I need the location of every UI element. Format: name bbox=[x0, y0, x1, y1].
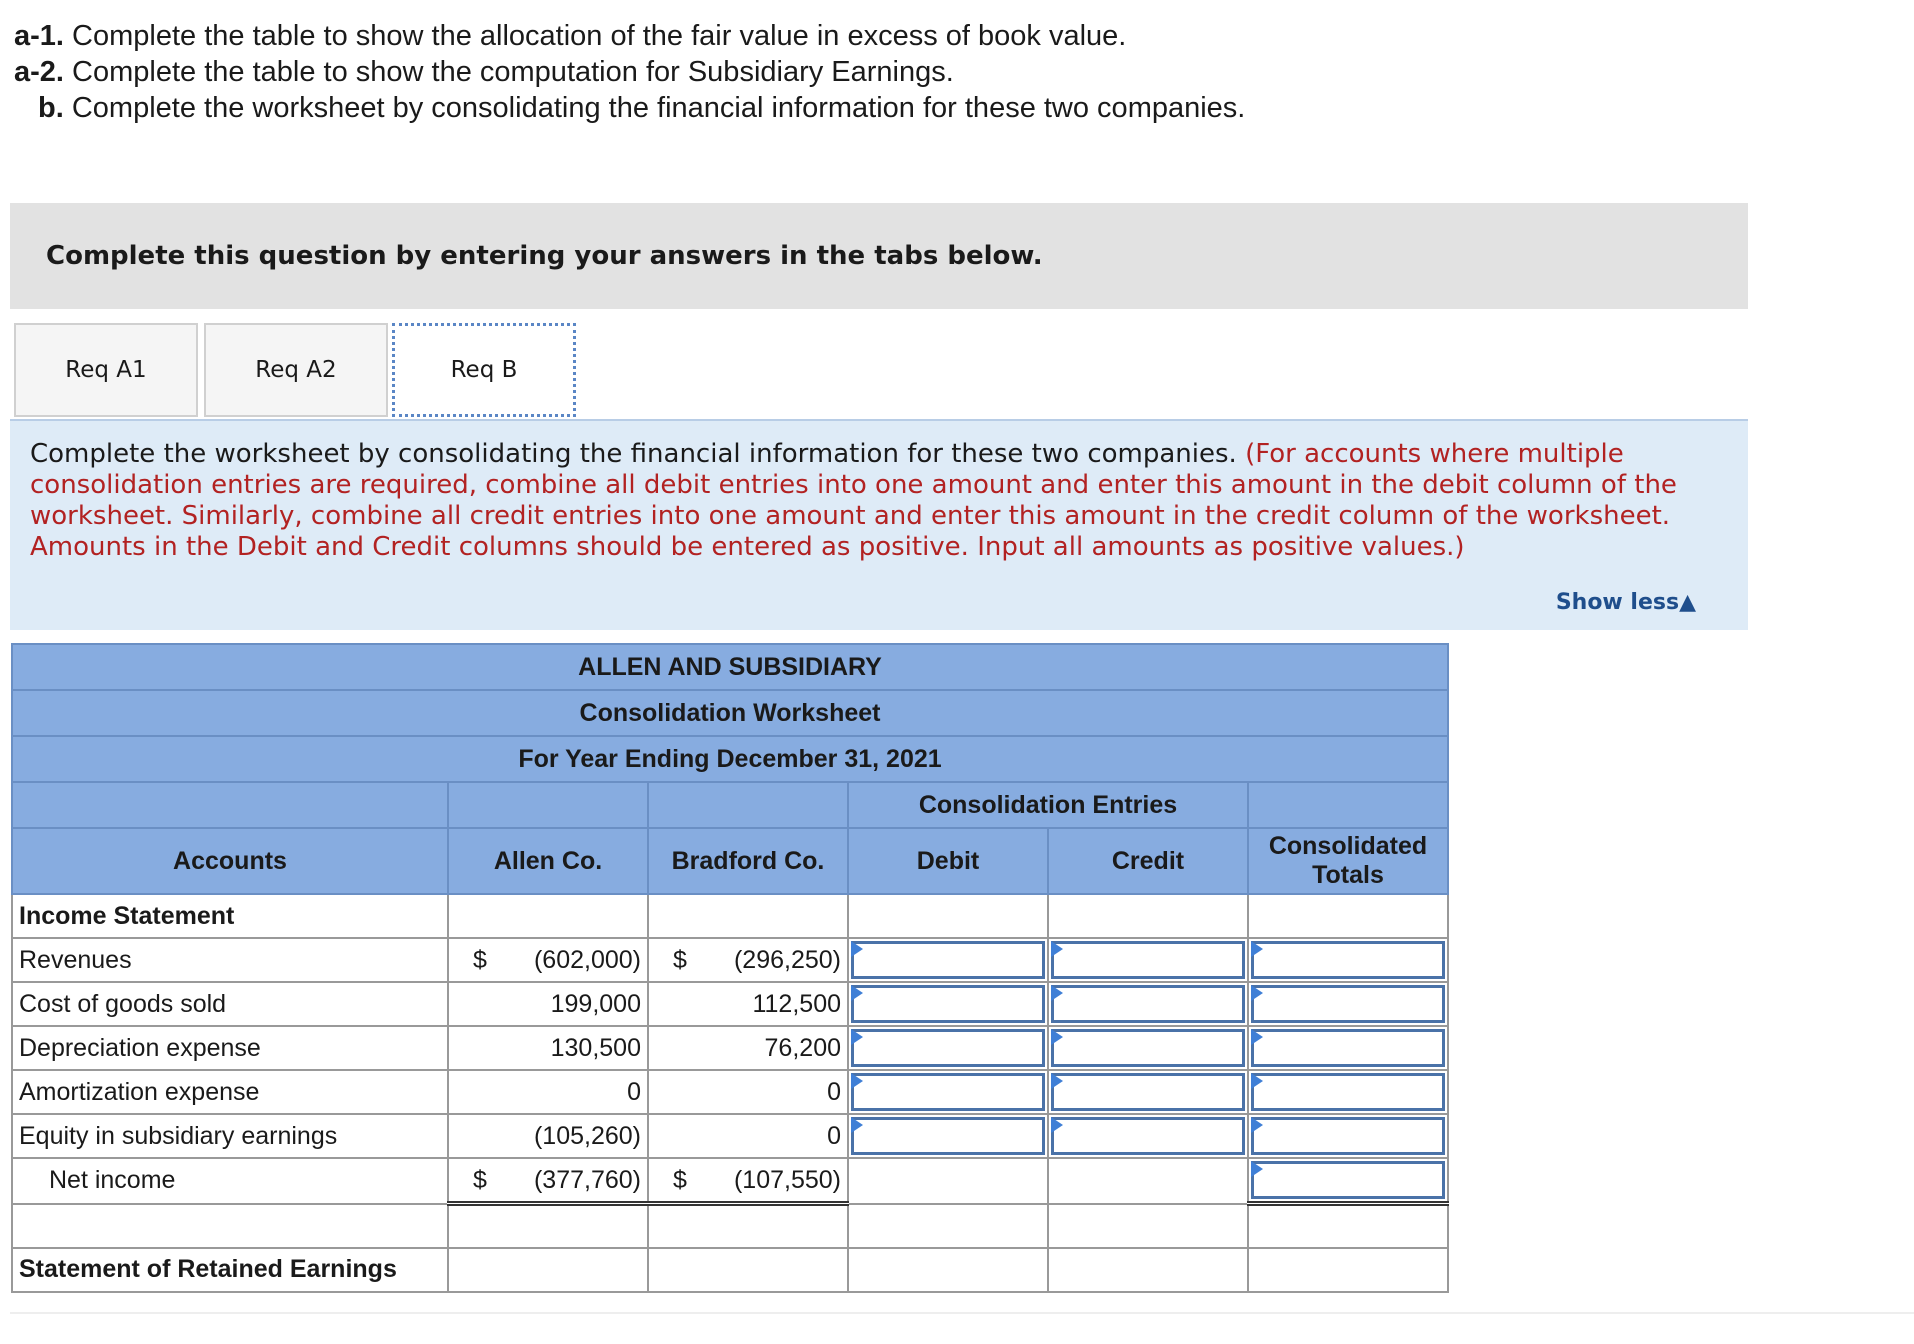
header-blank bbox=[648, 782, 848, 828]
total-cell bbox=[1248, 1026, 1448, 1070]
debit-input[interactable] bbox=[851, 941, 1045, 979]
flag-icon bbox=[851, 1073, 863, 1089]
flag-icon bbox=[1051, 1117, 1063, 1133]
allen-value: 130,500 bbox=[448, 1026, 648, 1070]
flag-icon bbox=[1251, 1029, 1263, 1045]
credit-input[interactable] bbox=[1051, 1117, 1245, 1155]
tab-req-a1[interactable]: Req A1 bbox=[14, 323, 198, 417]
empty-cell bbox=[648, 894, 848, 938]
flag-icon bbox=[851, 941, 863, 957]
empty-cell bbox=[448, 1204, 648, 1248]
credit-cell bbox=[1048, 1070, 1248, 1114]
prompt-bar bbox=[10, 203, 1748, 309]
total-cell bbox=[1248, 938, 1448, 982]
instruction-a1 bbox=[14, 18, 1245, 54]
instruction-b bbox=[14, 90, 1245, 126]
credit-cell bbox=[1048, 1114, 1248, 1158]
flag-icon bbox=[1251, 985, 1263, 1001]
col-consolidated-totals: Consolidated Totals bbox=[1248, 828, 1448, 894]
flag-icon bbox=[1051, 1029, 1063, 1045]
table-row bbox=[12, 982, 1448, 1026]
consolidated-total-input[interactable] bbox=[1251, 985, 1445, 1023]
empty-cell bbox=[1048, 1158, 1248, 1204]
table-row bbox=[12, 1158, 1448, 1204]
panel-main-text: Complete the worksheet by consolidating the financial information for these two companies. bbox=[30, 439, 1246, 469]
total-cell bbox=[1248, 1070, 1448, 1114]
instruction-b-text: Complete the worksheet by consolidating the financial information for these two companies. bbox=[63, 92, 1246, 124]
bradford-amount: (296,250) bbox=[733, 945, 841, 974]
table-row bbox=[12, 1114, 1448, 1158]
debit-input[interactable] bbox=[851, 1117, 1045, 1155]
instruction-a2-label: a-2. bbox=[14, 56, 64, 88]
header-blank bbox=[1248, 782, 1448, 828]
show-less-link[interactable]: Show less▲ bbox=[1555, 590, 1696, 615]
currency-symbol: $ bbox=[673, 1165, 687, 1194]
flag-icon bbox=[1051, 941, 1063, 957]
instruction-a1-text: Complete the table to show the allocation of the fair value in excess of book value. bbox=[63, 20, 1127, 52]
total-cell bbox=[1248, 982, 1448, 1026]
panel-note-text: (For accounts where multiple consolidation entries are required, combine all debit entries into one amount and enter this amount in the debit column of the worksheet. Similarly, combine all credit entries into one amount and enter this amount in the credit column of the worksheet. Amounts in the Debit and Credit columns should be entered as positive. Input all amounts as positive values.) bbox=[30, 439, 1677, 562]
instruction-a1-label: a-1. bbox=[14, 20, 64, 52]
bradford-value: 112,500 bbox=[648, 982, 848, 1026]
empty-cell bbox=[1048, 1204, 1248, 1248]
flag-icon bbox=[1251, 1117, 1263, 1133]
empty-cell bbox=[848, 1158, 1048, 1204]
consolidation-entries-header: Consolidation Entries bbox=[848, 782, 1248, 828]
bradford-value: 0 bbox=[648, 1070, 848, 1114]
worksheet-subtitle: Consolidation Worksheet bbox=[12, 690, 1448, 736]
consolidated-total-input[interactable] bbox=[1251, 941, 1445, 979]
allen-amount: (377,760) bbox=[533, 1165, 641, 1194]
table-row bbox=[12, 1026, 1448, 1070]
credit-input[interactable] bbox=[1051, 985, 1245, 1023]
total-cell bbox=[1248, 1114, 1448, 1158]
debit-cell bbox=[848, 938, 1048, 982]
credit-input[interactable] bbox=[1051, 1029, 1245, 1067]
account-label: Net income bbox=[12, 1158, 448, 1204]
empty-cell bbox=[12, 1204, 448, 1248]
credit-cell bbox=[1048, 982, 1248, 1026]
consolidated-total-input[interactable] bbox=[1251, 1029, 1445, 1067]
empty-cell bbox=[848, 1248, 1048, 1292]
tab-req-b[interactable]: Req B bbox=[392, 323, 576, 417]
account-label: Equity in subsidiary earnings bbox=[12, 1114, 448, 1158]
bradford-value bbox=[648, 1158, 848, 1204]
currency-symbol: $ bbox=[673, 945, 687, 974]
instruction-a2-text: Complete the table to show the computation for Subsidiary Earnings. bbox=[63, 56, 954, 88]
instruction-b-label: b. bbox=[38, 92, 64, 124]
allen-amount: (602,000) bbox=[533, 945, 641, 974]
total-cell bbox=[1248, 1158, 1448, 1204]
table-row bbox=[12, 1070, 1448, 1114]
account-label: Depreciation expense bbox=[12, 1026, 448, 1070]
consolidated-total-input[interactable] bbox=[1251, 1073, 1445, 1111]
allen-value: (105,260) bbox=[448, 1114, 648, 1158]
col-credit: Credit bbox=[1048, 828, 1248, 894]
empty-cell bbox=[1048, 894, 1248, 938]
allen-value: 0 bbox=[448, 1070, 648, 1114]
empty-cell bbox=[1048, 1248, 1248, 1292]
debit-cell bbox=[848, 1026, 1048, 1070]
debit-cell bbox=[848, 1070, 1048, 1114]
empty-cell bbox=[448, 894, 648, 938]
header-blank bbox=[448, 782, 648, 828]
flag-icon bbox=[851, 1029, 863, 1045]
bradford-value bbox=[648, 938, 848, 982]
instructions bbox=[14, 18, 1245, 126]
account-label: Revenues bbox=[12, 938, 448, 982]
debit-input[interactable] bbox=[851, 1073, 1045, 1111]
credit-cell bbox=[1048, 938, 1248, 982]
divider bbox=[10, 1312, 1914, 1314]
empty-cell bbox=[1248, 1204, 1448, 1248]
consolidated-total-input[interactable] bbox=[1251, 1161, 1445, 1199]
col-debit: Debit bbox=[848, 828, 1048, 894]
debit-input[interactable] bbox=[851, 985, 1045, 1023]
flag-icon bbox=[851, 1117, 863, 1133]
bradford-value: 76,200 bbox=[648, 1026, 848, 1070]
consolidated-total-input[interactable] bbox=[1251, 1117, 1445, 1155]
empty-cell bbox=[848, 1204, 1048, 1248]
instructions-panel bbox=[10, 419, 1748, 630]
col-accounts: Accounts bbox=[12, 828, 448, 894]
flag-icon bbox=[1051, 985, 1063, 1001]
debit-cell bbox=[848, 1114, 1048, 1158]
section-income-statement: Income Statement bbox=[12, 894, 448, 938]
tab-req-a2[interactable]: Req A2 bbox=[204, 323, 388, 417]
allen-value bbox=[448, 938, 648, 982]
col-allen: Allen Co. bbox=[448, 828, 648, 894]
credit-cell bbox=[1048, 1026, 1248, 1070]
credit-input[interactable] bbox=[1051, 941, 1245, 979]
worksheet-period: For Year Ending December 31, 2021 bbox=[12, 736, 1448, 782]
credit-input[interactable] bbox=[1051, 1073, 1245, 1111]
section-retained-earnings: Statement of Retained Earnings bbox=[12, 1248, 448, 1292]
empty-cell bbox=[1248, 894, 1448, 938]
allen-value bbox=[448, 1158, 648, 1204]
instruction-a2 bbox=[14, 54, 1245, 90]
header-blank bbox=[12, 782, 448, 828]
account-label: Cost of goods sold bbox=[12, 982, 448, 1026]
empty-cell bbox=[648, 1248, 848, 1292]
bradford-value: 0 bbox=[648, 1114, 848, 1158]
account-label: Amortization expense bbox=[12, 1070, 448, 1114]
consolidation-worksheet bbox=[11, 643, 1449, 1293]
empty-cell bbox=[1248, 1248, 1448, 1292]
flag-icon bbox=[1251, 1161, 1263, 1177]
bradford-amount: (107,550) bbox=[733, 1165, 841, 1194]
debit-cell bbox=[848, 982, 1048, 1026]
empty-cell bbox=[448, 1248, 648, 1292]
flag-icon bbox=[851, 985, 863, 1001]
flag-icon bbox=[1051, 1073, 1063, 1089]
worksheet-title: ALLEN AND SUBSIDIARY bbox=[12, 644, 1448, 690]
col-bradford: Bradford Co. bbox=[648, 828, 848, 894]
debit-input[interactable] bbox=[851, 1029, 1045, 1067]
flag-icon bbox=[1251, 1073, 1263, 1089]
currency-symbol: $ bbox=[473, 1165, 487, 1194]
empty-cell bbox=[848, 894, 1048, 938]
empty-cell bbox=[648, 1204, 848, 1248]
prompt-text: Complete this question by entering your answers in the tabs below. bbox=[46, 241, 1043, 271]
allen-value: 199,000 bbox=[448, 982, 648, 1026]
table-row bbox=[12, 938, 1448, 982]
flag-icon bbox=[1251, 941, 1263, 957]
currency-symbol: $ bbox=[473, 945, 487, 974]
